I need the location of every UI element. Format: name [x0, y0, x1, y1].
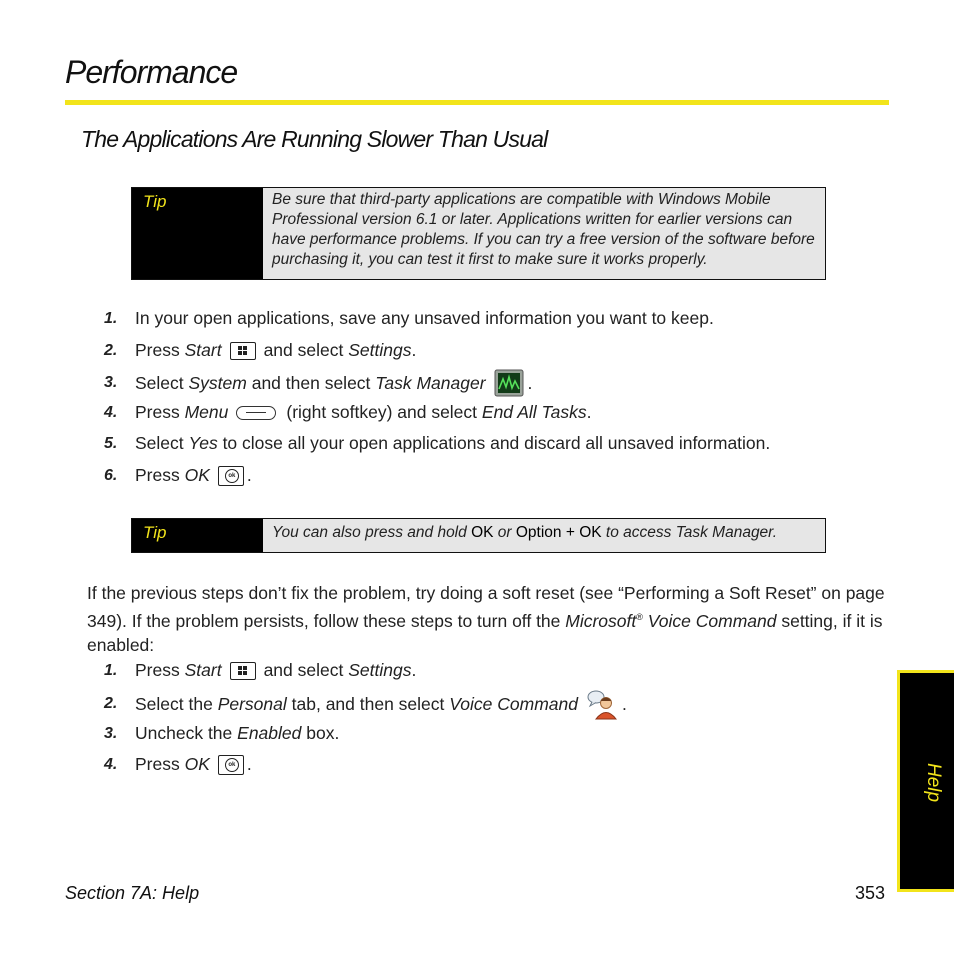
ok-key-icon: ok	[218, 755, 244, 775]
step-emphasis: Menu	[184, 402, 229, 422]
tip-label: Tip	[132, 188, 263, 279]
para-emphasis: Voice Command	[642, 610, 777, 631]
step-text: Uncheck the	[135, 723, 238, 743]
step-number: 4.	[104, 403, 118, 421]
step-text: and then select	[246, 372, 376, 393]
step-number: 1.	[104, 661, 118, 679]
step-number: 4.	[104, 755, 118, 773]
step-text: Press	[135, 402, 185, 422]
step-text: Press	[135, 754, 185, 774]
step-item	[104, 402, 592, 423]
step-emphasis: Voice Command	[449, 693, 578, 714]
step-number: 1.	[104, 309, 118, 327]
step-number: 2.	[104, 341, 118, 359]
step-text: and select	[263, 340, 349, 360]
step-item	[104, 688, 627, 720]
step-item	[104, 369, 532, 397]
step-text: box.	[301, 723, 340, 743]
step-text: .	[586, 402, 592, 422]
title-rule	[65, 100, 889, 105]
step-item	[104, 723, 339, 744]
step-text: Press	[135, 340, 185, 360]
step-text: and select	[263, 660, 349, 680]
step-number: 3.	[104, 724, 118, 742]
step-text: to close all your open applications and discard all unsaved information.	[217, 433, 771, 453]
step-emphasis: Task Manager	[375, 372, 486, 393]
para-emphasis: Microsoft	[565, 610, 637, 631]
step-emphasis: OK	[184, 465, 210, 485]
step-emphasis: Yes	[188, 433, 218, 453]
windows-start-key-icon	[230, 662, 256, 680]
menu-softkey-icon	[236, 406, 276, 420]
footer-section: Section 7A: Help	[65, 883, 200, 903]
tip-key-ok: OK	[471, 524, 494, 541]
tip-text	[263, 519, 825, 552]
step-item	[104, 308, 714, 329]
windows-start-key-icon	[230, 342, 256, 360]
tip-text-part: to access Task Manager.	[601, 524, 778, 541]
step-item	[104, 433, 770, 454]
tip-key-option-ok: Option + OK	[515, 524, 602, 541]
step-text: .	[411, 660, 417, 680]
tip-text-part: or	[493, 524, 516, 541]
step-emphasis: End All Tasks	[481, 402, 587, 422]
step-emphasis: Settings	[348, 340, 412, 360]
step-item	[104, 340, 416, 361]
footer-page-number: 353	[855, 883, 886, 903]
step-emphasis: Start	[184, 340, 222, 360]
body-paragraph	[87, 581, 897, 657]
step-emphasis: Start	[184, 660, 222, 680]
step-text: Select	[135, 372, 189, 393]
step-text: .	[246, 465, 252, 485]
step-text: tab, and then select	[286, 693, 450, 714]
step-text: Press	[135, 660, 185, 680]
section-subtitle: The Applications Are Running Slower Than Usual	[81, 126, 548, 152]
step-item	[104, 754, 252, 775]
step-text: .	[411, 340, 417, 360]
step-text: .	[246, 754, 252, 774]
tip-box-2	[131, 518, 826, 553]
ok-key-icon: ok	[218, 466, 244, 486]
tip-text-part: You can also press and hold	[272, 524, 472, 541]
step-number: 6.	[104, 466, 118, 484]
step-emphasis: Settings	[348, 660, 412, 680]
tip-box-1	[131, 187, 826, 280]
step-text: (right softkey) and select	[286, 402, 482, 422]
step-text: Press	[135, 465, 185, 485]
side-tab-help[interactable]	[897, 670, 954, 892]
step-number: 2.	[104, 695, 118, 712]
step-item	[104, 465, 252, 486]
step-text: .	[621, 693, 627, 714]
tip-text: Be sure that third-party applications are compatible with Windows Mobile Professional version 6.1 or later. Applications written for earlier versions can have performance problems. If you can try a free version of the software before purchasing it, you can test it first to make sure it works properly.	[263, 188, 825, 279]
step-text: In your open applications, save any unsaved information you want to keep.	[135, 308, 714, 328]
side-tab-label: Help	[923, 763, 944, 803]
step-emphasis: Personal	[217, 693, 287, 714]
step-number: 5.	[104, 434, 118, 452]
task-manager-icon	[494, 369, 524, 397]
step-emphasis: Enabled	[237, 723, 302, 743]
step-text: Select the	[135, 693, 218, 714]
voice-command-icon	[586, 688, 618, 720]
step-text: .	[527, 372, 533, 393]
step-emphasis: OK	[184, 754, 210, 774]
tip-label: Tip	[132, 519, 263, 552]
step-text: Select	[135, 433, 189, 453]
step-emphasis: System	[188, 372, 247, 393]
page-title: Performance	[65, 54, 238, 90]
registered-mark: ®	[636, 612, 643, 622]
para-text: If the previous steps don’t fix the problem, try doing a soft reset (see “Performing a Soft Reset” on page 349). If the problem persists, follow these steps to turn off the	[87, 583, 885, 631]
step-number: 3.	[104, 374, 118, 391]
para-text: setting, if it is enabled:	[87, 610, 883, 655]
step-item	[104, 660, 416, 681]
